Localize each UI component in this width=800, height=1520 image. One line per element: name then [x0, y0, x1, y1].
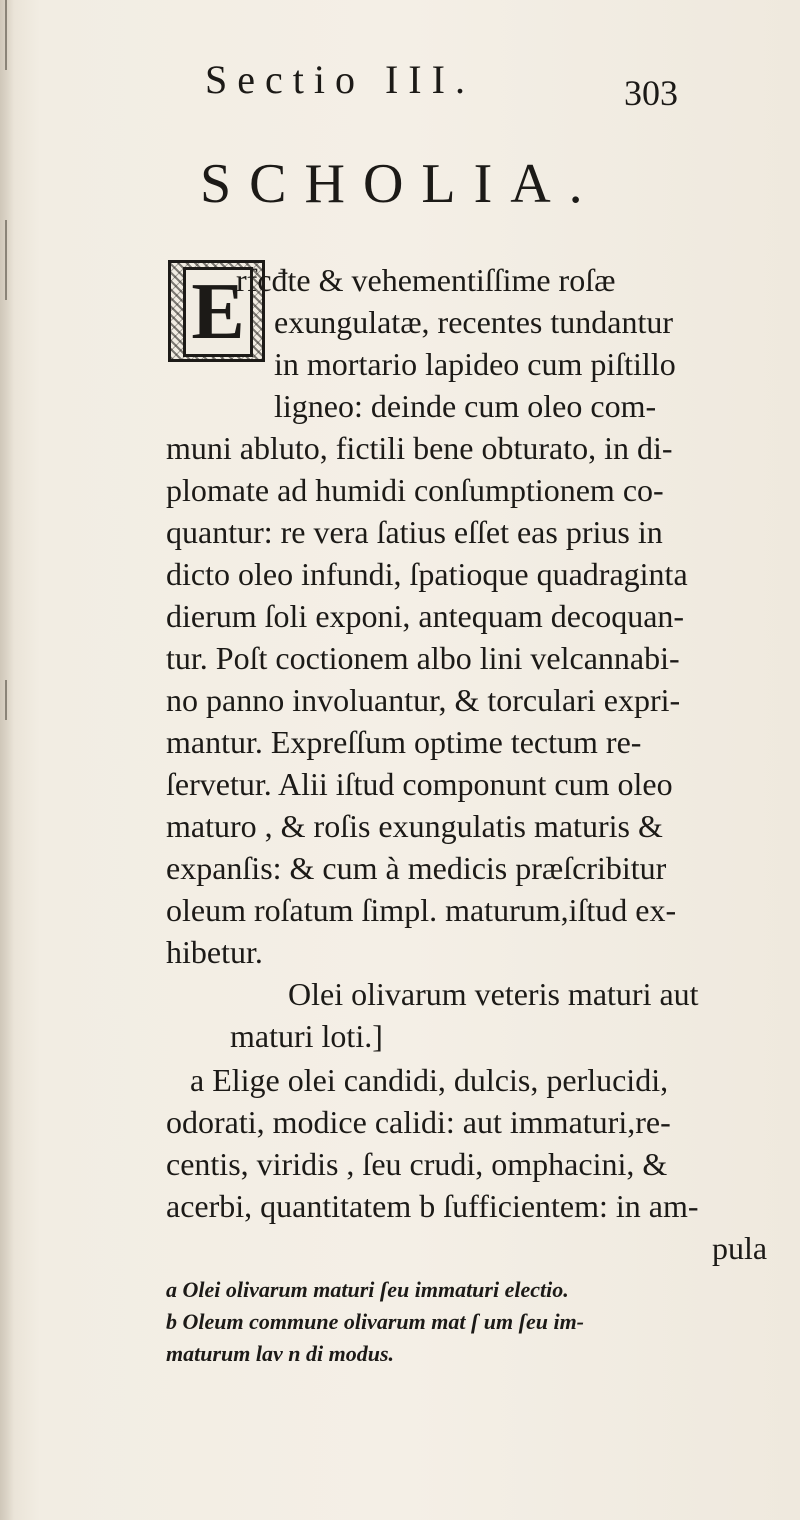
running-head: Sectio III. [205, 57, 475, 102]
text-line: maturi loti.] [230, 1018, 383, 1054]
text-line: centis, viridis , ſeu crudi, omphacini, & [166, 1146, 668, 1182]
text-line: oleum roſatum ſimpl. maturum,iſtud ex- [166, 892, 677, 928]
text-line: in mortario lapideo cum piſtillo [274, 346, 676, 382]
text-line: hibetur. [166, 934, 263, 970]
margin-mark [5, 680, 7, 720]
drop-cap-letter: E [183, 267, 253, 357]
marginal-note: a Olei olivarum maturi ſeu immaturi electio. [166, 1277, 569, 1302]
section-title: SCHOLIA. [200, 153, 601, 215]
text-line: maturo , & roſis exungulatis maturis & [166, 808, 663, 844]
text-line: expanſis: & cum à medicis præſcribitur [166, 850, 667, 886]
text-line: quantur: re vera ſatius eſſet eas prius in [166, 514, 663, 550]
margin-mark [5, 0, 7, 70]
text-line: exungulatæ, recentes tundantur [274, 304, 673, 340]
text-line: muni abluto, fictili bene obturato, in di- [166, 430, 673, 466]
text-line: dierum ſoli exponi, antequam decoquan- [166, 598, 685, 634]
margin-mark [5, 220, 7, 300]
text-line: ligneo: deinde cum oleo com- [274, 388, 657, 424]
text-line: plomate ad humidi conſumptionem co- [166, 472, 664, 508]
text-line: a Elige olei candidi, dulcis, perlucidi, [190, 1062, 669, 1098]
text-line: ſervetur. Alii iſtud componunt cum oleo [166, 766, 673, 802]
marginal-note: maturum lav n di modus. [166, 1341, 395, 1366]
text-line: Olei olivarum veteris maturi aut [288, 976, 699, 1012]
page-edge-shadow [0, 0, 14, 1520]
text-line: rfcđte & vehementiſſime roſæ [236, 262, 616, 298]
text-line: odorati, modice calidi: aut immaturi,re- [166, 1104, 671, 1140]
page-number: 303 [624, 73, 678, 113]
text-line: dicto oleo infundi, ſpatioque quadraginta [166, 556, 688, 592]
text-line: tur. Poſt coctionem albo lini velcannabi- [166, 640, 680, 676]
text-line: no panno involuantur, & torculari expri- [166, 682, 681, 718]
marginal-note: b Oleum commune olivarum mat ſ um ſeu im- [166, 1309, 585, 1334]
catchword: pula [712, 1230, 768, 1266]
text-line: mantur. Expreſſum optime tectum re- [166, 724, 642, 760]
text-line: acerbi, quantitatem b ſufficientem: in am- [166, 1188, 699, 1224]
